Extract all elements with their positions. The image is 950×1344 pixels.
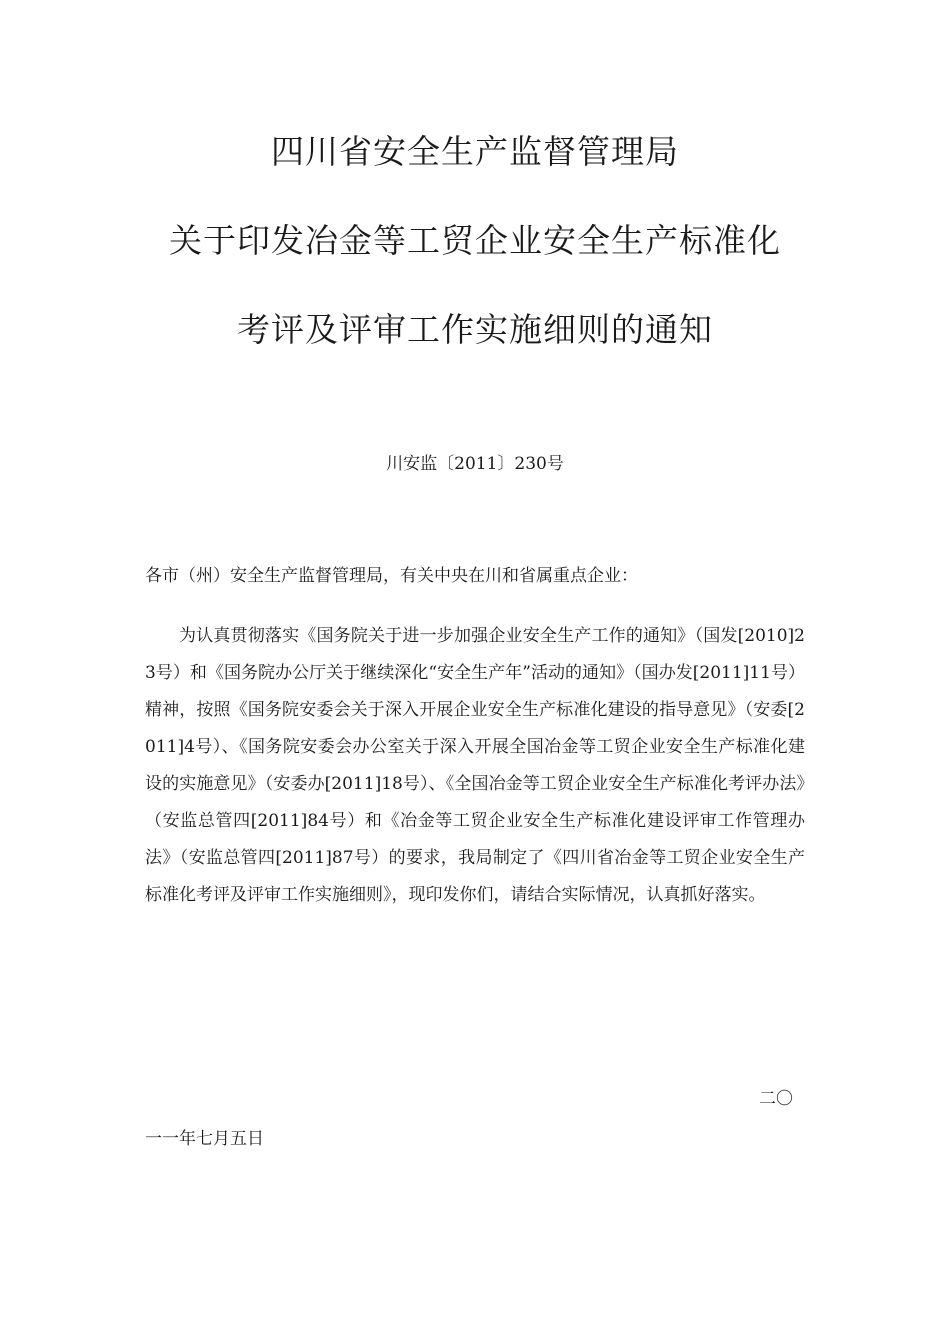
title-line-1: 四川省安全生产监督管理局 <box>271 132 679 171</box>
document-number: 川安监〔2011〕230号 <box>386 454 564 474</box>
title-line-2: 关于印发冶金等工贸企业安全生产标准化 <box>169 221 781 260</box>
salutation: 各市（州）安全生产监督管理局，有关中央在川和省属重点企业： <box>145 566 638 586</box>
date-part-1: 二〇 <box>759 1089 793 1109</box>
date-part-2: 一一年七月五日 <box>145 1129 264 1149</box>
title-line-3: 考评及评审工作实施细则的通知 <box>237 310 713 349</box>
body-paragraph: 为认真贯彻落实《国务院关于进一步加强企业安全生产工作的通知》（国发[2010]23号）和《国务院办公厅关于继续深化“安全生产年”活动的通知》（国办发[2011]11号）精神，按照《国务院安委会关于深入开展企业安全生产标准化建设的指导意见》（安委[2011]4号）、《国务院安委会办公室关于深入开展全国冶金等工贸企业安全生产标准化建设的实施意见》（安委办[2011]18号）、《全国冶金等工贸企业安全生产标准化考评办法》（安监总管四[2011]84号）和《冶金等工贸企业安全生产标准化建设评审工作管理办法》（安监总管四[2011]87号）的要求，我局制定了《四川省冶金等工贸企业安全生产标准化考评及评审工作实施细则》，现印发你们，请结合实际情况，认真抓好落实。 <box>145 626 805 905</box>
